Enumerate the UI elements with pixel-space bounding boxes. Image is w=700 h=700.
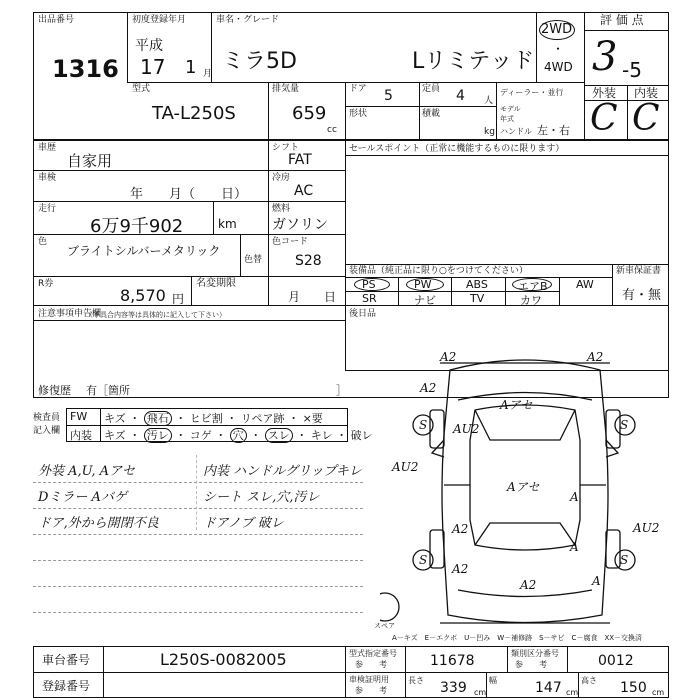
- reg-year: 17: [140, 55, 166, 79]
- inspector-label-1: 検査員: [33, 413, 61, 423]
- height-unit: cm: [652, 688, 665, 697]
- recycle-unit: 円: [172, 292, 185, 306]
- insp-r2-wear: スレ: [265, 428, 293, 443]
- doors: 5: [384, 88, 393, 104]
- equip-aw: AW: [576, 278, 594, 291]
- height-value: 150: [620, 680, 647, 696]
- caution-label: 注意事項申告欄: [38, 309, 102, 319]
- recycle-label: R券: [38, 279, 54, 289]
- ext-grade: C: [590, 98, 618, 139]
- ext-label: 外装: [592, 86, 617, 100]
- chassis-label: 車台番号: [42, 653, 91, 667]
- mark-au2-1: AU2: [453, 422, 480, 436]
- equip-sr: SR: [362, 292, 377, 305]
- mark-aase-1: Aアセ: [500, 398, 533, 412]
- reg-month: 1: [185, 57, 197, 78]
- inspect-value: 年 月（ 日）: [130, 187, 248, 202]
- score-value: 3: [592, 34, 618, 80]
- chassis-value: L250S-0082005: [160, 650, 287, 669]
- ac-value: AC: [294, 183, 314, 199]
- height-label: 高さ: [581, 676, 597, 685]
- car-name: ミラ5D: [222, 49, 297, 74]
- new-cert-label: 新車保証書: [616, 266, 662, 276]
- insp-r2-sep4: ・: [250, 429, 262, 442]
- color-code-value: S28: [295, 253, 322, 269]
- repair-label: 修復歴: [38, 384, 71, 397]
- equip-tv: TV: [470, 292, 485, 305]
- mark-s-2: S: [620, 418, 629, 432]
- dealer-label: ディーラー・並行: [500, 88, 564, 97]
- displacement: 659: [292, 103, 327, 124]
- cert-label: 車検証明用: [349, 675, 389, 684]
- rear-label: 後日品: [349, 309, 377, 319]
- ac-label: 冷房: [272, 173, 291, 183]
- insp-r1-repair: リペア跡: [240, 412, 285, 425]
- insp-r1-sep4: ・: [288, 412, 300, 425]
- equip-ps: PS: [362, 278, 376, 291]
- drive-dot: ・: [552, 42, 565, 56]
- class-value: 0012: [598, 653, 634, 669]
- score-label: 評 価 点: [600, 13, 644, 27]
- repaint-label: 色替: [244, 255, 263, 265]
- color-code-label: 色コード: [272, 237, 309, 247]
- insp-r2-tear: 破レ: [350, 429, 373, 442]
- drive-2wd: 2WD: [541, 22, 573, 37]
- wheel-rear-right: [606, 530, 620, 568]
- new-cert-value: 有・無: [622, 288, 662, 303]
- car-windshield: [475, 410, 575, 440]
- inspector-row2-title: 内装: [70, 429, 92, 442]
- repair-value: 有［箇所: [86, 384, 130, 397]
- shape-label: 形状: [349, 109, 368, 119]
- width-label: 幅: [489, 676, 497, 685]
- score-sub: -5: [622, 58, 642, 82]
- grade: Lリミテッド: [412, 49, 535, 74]
- insp-r2-sep1: ・: [129, 429, 141, 442]
- cert-sub: 参 考: [355, 686, 387, 695]
- mileage-unit: km: [218, 217, 237, 231]
- insp-r1-need: ×要: [302, 412, 323, 425]
- fuel-label: 燃料: [272, 204, 291, 214]
- recycle-value: 8,570: [120, 286, 166, 305]
- insp-r2-cut: キレ: [310, 429, 333, 442]
- fuel-value: ガソリン: [272, 217, 328, 233]
- color-value: ブライトシルバーメタリック: [67, 244, 221, 258]
- inspector-label-2: 記入欄: [33, 426, 61, 436]
- shift-value: FAT: [288, 152, 312, 168]
- name-label: 車名・グレード: [216, 15, 280, 25]
- width-value: 147: [535, 680, 562, 696]
- insp-r2-dirt: 汚レ: [144, 428, 172, 443]
- insp-r2-hole: 穴: [230, 428, 247, 443]
- width-unit: cm: [566, 688, 579, 697]
- mark-a2-1: A2: [440, 350, 457, 364]
- insp-r2-burn: コゲ: [189, 429, 212, 442]
- name-change-value: 月 日: [288, 290, 337, 304]
- inspector-row1-title: FW: [70, 410, 88, 423]
- repair-close: ］: [336, 384, 347, 397]
- disp-unit: cc: [327, 125, 337, 135]
- mark-s-3: S: [419, 553, 428, 567]
- mileage-value: 6万9千902: [90, 216, 184, 237]
- inspect-label: 車検: [38, 173, 57, 183]
- insp-r2-sep5: ・: [296, 429, 308, 442]
- equip-abs: ABS: [466, 278, 488, 291]
- mark-s-4: S: [620, 553, 629, 567]
- mark-au2-3: AU2: [633, 521, 660, 535]
- handle-label: ハンドル: [500, 127, 532, 136]
- mark-a2-5: A2: [452, 562, 469, 576]
- color-label: 色: [38, 237, 48, 247]
- equip-navi: ナビ: [414, 294, 436, 307]
- mark-s-1: S: [419, 418, 428, 432]
- mark-a2-2: A2: [587, 350, 604, 364]
- equipment-label: 装備品（純正品に限り○をつけてください）: [349, 266, 528, 276]
- mark-a-1: A: [570, 490, 579, 504]
- mark-au2-2: AU2: [392, 460, 419, 474]
- equip-leather: カワ: [520, 294, 542, 307]
- note-left-3: ドア,外から開閉不良: [38, 516, 159, 531]
- equip-pw: PW: [414, 278, 432, 291]
- caution-sub: （不具合内容等は具体的に記入して下さい）: [86, 311, 226, 319]
- insp-r2-sep2: ・: [175, 429, 187, 442]
- load-label: 積載: [422, 109, 441, 119]
- mark-a2-3: A2: [420, 381, 437, 395]
- length-label: 長さ: [408, 676, 424, 685]
- mileage-label: 走行: [38, 204, 57, 214]
- model-code: TA-L250S: [152, 103, 236, 124]
- insp-r1-crack: ヒビ割: [189, 412, 223, 425]
- note-right-1: 内装 ハンドルグリップキレ: [203, 464, 362, 479]
- insp-r1-kizu: キズ: [104, 412, 126, 425]
- door-label: ドア: [349, 84, 367, 94]
- lot-label: 出品番号: [38, 15, 75, 25]
- length-value: 339: [440, 680, 467, 696]
- mark-aase-2: Aアセ: [507, 480, 540, 494]
- insp-r1-sep1: ・: [129, 412, 141, 425]
- drive-4wd: 4WD: [544, 60, 573, 74]
- note-left-2: Dミラー Aバゲ: [38, 490, 127, 505]
- note-left-1: 外装 A,U, Aアセ: [38, 464, 135, 479]
- mark-a2-4: A2: [452, 522, 469, 536]
- reg-number-label: 登録番号: [42, 679, 91, 693]
- mark-a-3: A: [592, 574, 601, 588]
- int-grade: C: [632, 98, 660, 139]
- type-cert-value: 11678: [430, 653, 475, 669]
- history-label: 車歴: [38, 143, 57, 153]
- cap-label: 定員: [422, 84, 441, 94]
- capacity: 4: [456, 88, 465, 104]
- first-reg-label: 初度登録年月: [132, 15, 187, 25]
- insp-r2-kizu: キズ: [104, 429, 126, 442]
- class-label: 類別区分番号: [511, 649, 559, 658]
- disp-label: 排気量: [272, 84, 300, 94]
- note-right-3: ドアノブ 破レ: [203, 516, 284, 531]
- cap-unit: 人: [484, 96, 494, 106]
- mark-a-2: A: [570, 540, 579, 554]
- note-right-2: シート スレ,穴,汚レ: [203, 490, 320, 505]
- car-rear-glass: [475, 523, 575, 545]
- model-label: 型式: [132, 84, 151, 94]
- mark-a2-6: A2: [520, 578, 537, 592]
- insp-r2-sep3: ・: [215, 429, 227, 442]
- class-sub: 参 考: [515, 660, 547, 669]
- damage-legend: A－キズ E－エクボ U－凹み W－補修跡 S－サビ C－腐食 XX－交換済: [392, 634, 643, 642]
- length-unit: cm: [474, 688, 487, 697]
- type-cert-sub: 参 考: [355, 660, 387, 669]
- insp-r1-stone: 飛石: [144, 411, 172, 426]
- handle-value: 左・右: [537, 124, 570, 137]
- spare-tire: [380, 593, 399, 621]
- spare-label: スペア: [374, 622, 395, 630]
- history-value: 自家用: [67, 152, 113, 170]
- lot-number: 1316: [52, 55, 119, 83]
- load-unit: kg: [484, 127, 495, 137]
- reg-era: 平成: [135, 38, 163, 54]
- int-label: 内装: [634, 86, 659, 100]
- shift-label: シフト: [272, 143, 300, 153]
- insp-r2-sep6: ・: [336, 429, 348, 442]
- sales-point-label: セールスポイント（正常に機能するものに限ります）: [349, 144, 565, 154]
- type-cert-label: 型式指定番号: [349, 649, 397, 658]
- model-year-label: モデル年式: [500, 105, 521, 123]
- equip-airbag: エアB: [518, 280, 548, 293]
- insp-r1-sep2: ・: [175, 412, 187, 425]
- insp-r1-sep3: ・: [226, 412, 238, 425]
- month-unit: 月: [203, 69, 213, 79]
- name-change-label: 名変期限: [196, 278, 236, 289]
